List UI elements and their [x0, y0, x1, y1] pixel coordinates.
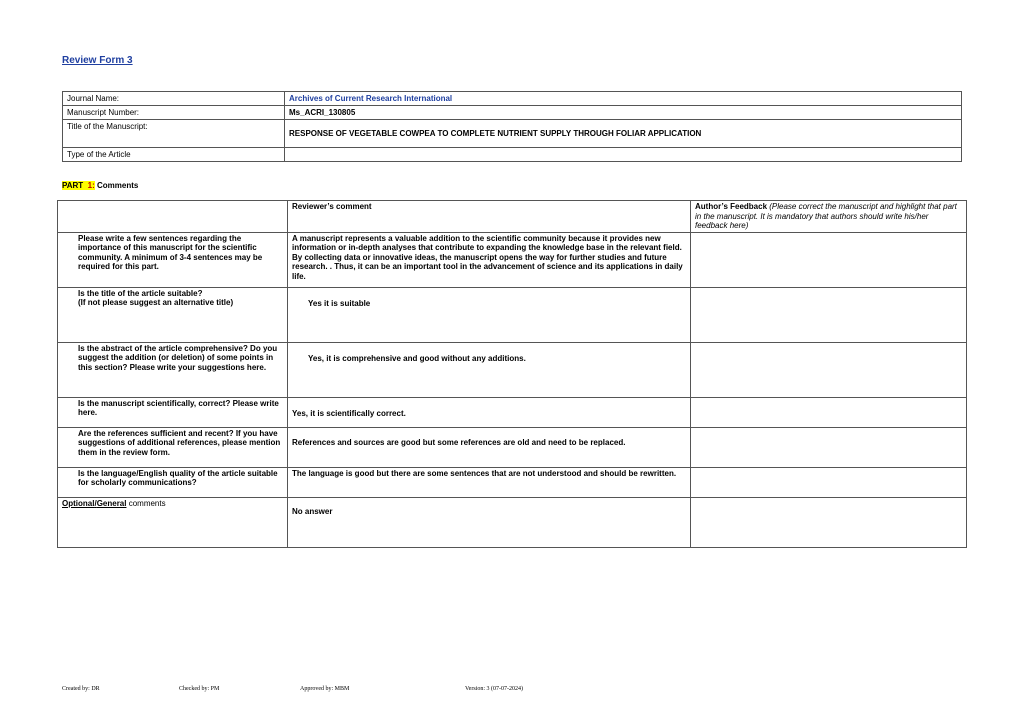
comment-row: [58, 232, 967, 287]
feedback-cell[interactable]: [691, 427, 967, 467]
question-line-1: Is the title of the article suitable?: [78, 288, 203, 298]
comment-row: [58, 287, 967, 342]
feedback-cell[interactable]: [691, 397, 967, 427]
article-type-label: Type of the Article: [63, 148, 285, 162]
author-feedback-header: Author’s Feedback (Please correct the manuscript and highlight that part in the manuscript. It is mandatory that authors should write his/her feedback here): [691, 201, 967, 233]
article-type-row: [63, 148, 962, 162]
manuscript-title-label: Title of the Manuscript:: [63, 120, 285, 148]
article-type-value: [285, 148, 962, 162]
manuscript-number-row: [63, 106, 962, 120]
optional-comments-row: [58, 497, 967, 547]
manuscript-title-value: RESPONSE OF VEGETABLE COWPEA TO COMPLETE NUTRIENT SUPPLY THROUGH FOLIAR APPLICATION: [285, 120, 962, 148]
footer-version: Version: 3 (07-07-2024): [465, 686, 523, 692]
question-cell: Is the manuscript scientifically, correct? Please write here.: [58, 397, 288, 427]
question-cell: Is the abstract of the article comprehensive? Do you suggest the addition (or deletion) of some points in this section? Please write your suggestions here.: [58, 342, 288, 397]
footer-checked: Checked by: PM: [179, 686, 220, 692]
part-title: Comments: [97, 181, 139, 190]
form-title: Review Form 3: [62, 55, 133, 66]
question-line-2: (If not please suggest an alternative title): [78, 298, 234, 307]
answer-cell: References and sources are good but some references are old and need to be replaced.: [288, 427, 691, 467]
comments-table: [57, 200, 967, 548]
question-cell: Please write a few sentences regarding the importance of this manuscript for the scientific community. A minimum of 3-4 sentences may be required for this part.: [58, 232, 288, 287]
reviewer-comment-header: Reviewer’s comment: [288, 201, 691, 233]
manuscript-number-label: Manuscript Number:: [63, 106, 285, 120]
feedback-cell[interactable]: [691, 467, 967, 497]
optional-feedback-cell[interactable]: [691, 497, 967, 547]
optional-comments-label: Optional/General comments: [58, 497, 288, 547]
answer-cell: Yes it is suitable: [288, 287, 691, 342]
question-cell: [58, 287, 288, 342]
part-heading: [62, 181, 138, 190]
answer-cell: Yes, it is scientifically correct.: [288, 397, 691, 427]
question-cell: Are the references sufficient and recent? If you have suggestions of additional references, please mention them in the review form.: [58, 427, 288, 467]
header-empty-cell: [58, 201, 288, 233]
part-label: PART 1:: [62, 181, 95, 190]
question-cell: Is the language/English quality of the article suitable for scholarly communications?: [58, 467, 288, 497]
feedback-cell[interactable]: [691, 287, 967, 342]
comment-row: [58, 427, 967, 467]
answer-cell: A manuscript represents a valuable addition to the scientific community because it provides new information or in-depth analyses that contribute to expanding the knowledge base in the relevant field. By collecting data or innovative ideas, the manuscript opens the way for further studies and future research. . Thus, it can be an important tool in the advancement of science and its applications in daily life.: [288, 232, 691, 287]
optional-comments-answer: No answer: [288, 497, 691, 547]
comment-row: [58, 467, 967, 497]
journal-label: Journal Name:: [63, 92, 285, 106]
manuscript-info-table: [62, 91, 962, 162]
journal-value: Archives of Current Research International: [285, 92, 962, 106]
comment-row: [58, 342, 967, 397]
manuscript-title-row: [63, 120, 962, 148]
feedback-cell[interactable]: [691, 232, 967, 287]
journal-row: [63, 92, 962, 106]
comments-header-row: [58, 201, 967, 233]
feedback-cell[interactable]: [691, 342, 967, 397]
part-number: 1:: [87, 181, 95, 190]
footer-created: Created by: DR: [62, 686, 100, 692]
answer-cell: The language is good but there are some sentences that are not understood and should be rewritten.: [288, 467, 691, 497]
footer-approved: Approved by: MBM: [300, 686, 350, 692]
comment-row: [58, 397, 967, 427]
answer-cell: Yes, it is comprehensive and good without any additions.: [288, 342, 691, 397]
manuscript-number-value: Ms_ACRI_130805: [285, 106, 962, 120]
